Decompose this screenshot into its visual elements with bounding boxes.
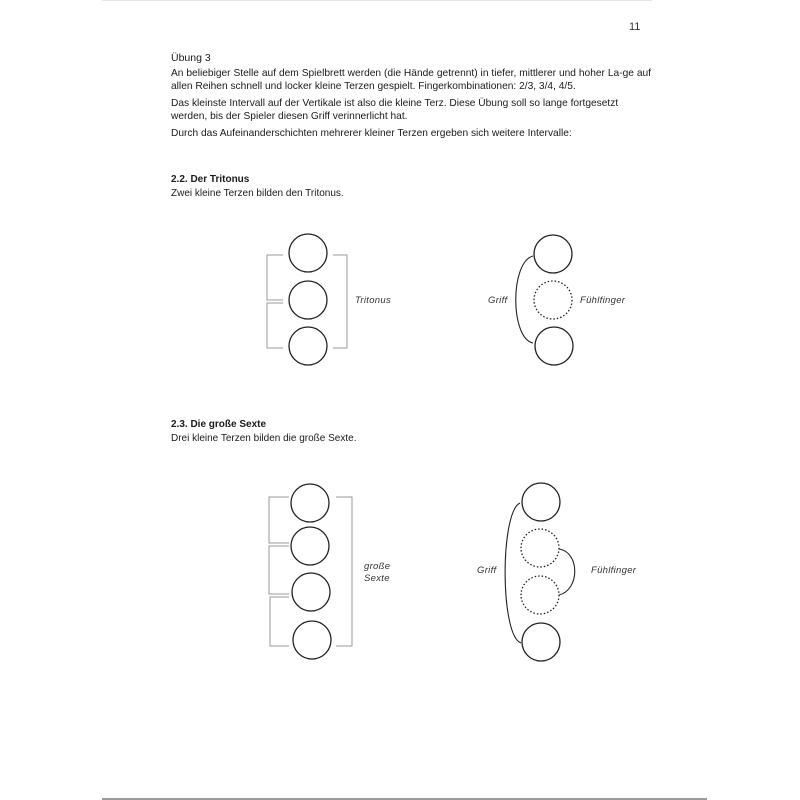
grip-label: Griff [488, 295, 508, 306]
sexte-label-line2: Sexte [364, 573, 390, 584]
left-bracket-3 [270, 597, 289, 646]
exercise-paragraph: Das kleinste Intervall auf der Vertikale ist also die kleine Terz. Diese Übung soll so lange fortgesetzt werden, bis der Spieler diesen Griff verinnerlicht hat. [171, 98, 619, 122]
finger-circle [535, 327, 573, 365]
section-title-tritonus: 2.2. Der Tritonus [171, 174, 250, 185]
finger-circle [289, 327, 327, 365]
page-number: 11 [629, 21, 641, 33]
feeler-label: Fühlfinger [580, 295, 626, 306]
grip-label: Griff [477, 565, 497, 576]
section-title-sexte: 2.3. Die große Sexte [171, 419, 267, 430]
finger-circle [292, 573, 330, 611]
finger-circle [522, 483, 560, 521]
finger-circle [289, 281, 327, 319]
tritonus-label: Tritonus [355, 295, 392, 306]
right-bracket [336, 497, 352, 646]
sexte-label-line1: große [364, 561, 391, 572]
finger-circle [534, 235, 572, 273]
sexte-fingering-diagram [505, 483, 575, 661]
left-bracket-lower [267, 303, 283, 348]
finger-circle [291, 527, 329, 565]
finger-circle [522, 623, 560, 661]
left-bracket-2 [269, 546, 289, 594]
exercise-title: Übung 3 [171, 52, 211, 64]
finger-circle [293, 621, 331, 659]
feeler-circle-dotted [534, 281, 572, 319]
feeler-arc [559, 549, 575, 595]
finger-circle [291, 484, 329, 522]
section-subtitle-tritonus: Zwei kleine Terzen bilden den Tritonus. [171, 188, 344, 199]
tritonus-interval-diagram [267, 234, 347, 365]
feeler-circle-dotted [521, 576, 559, 614]
feeler-label: Fühlfinger [591, 565, 637, 576]
section-subtitle-sexte: Drei kleine Terzen bilden die große Sexte. [171, 433, 357, 444]
grip-arc [505, 503, 521, 643]
finger-circle [289, 234, 327, 272]
right-bracket [333, 255, 347, 348]
exercise-paragraph: An beliebiger Stelle auf dem Spielbrett werden (die Hände getrennt) in tiefer, mittlerer und hoher La-ge auf allen Reihen schnell und locker kleine Terzen gespielt. Fingerkombinationen: 2/3, 3/4, 4/5. [171, 68, 651, 92]
left-bracket-upper [267, 255, 283, 300]
grip-arc [516, 256, 533, 343]
left-bracket-1 [269, 497, 289, 543]
exercise-paragraph: Durch das Aufeinanderschichten mehrerer kleiner Terzen ergeben sich weitere Intervalle: [171, 128, 572, 139]
feeler-circle-dotted [521, 529, 559, 567]
sexte-interval-diagram [269, 484, 352, 659]
tritonus-fingering-diagram [516, 235, 573, 365]
